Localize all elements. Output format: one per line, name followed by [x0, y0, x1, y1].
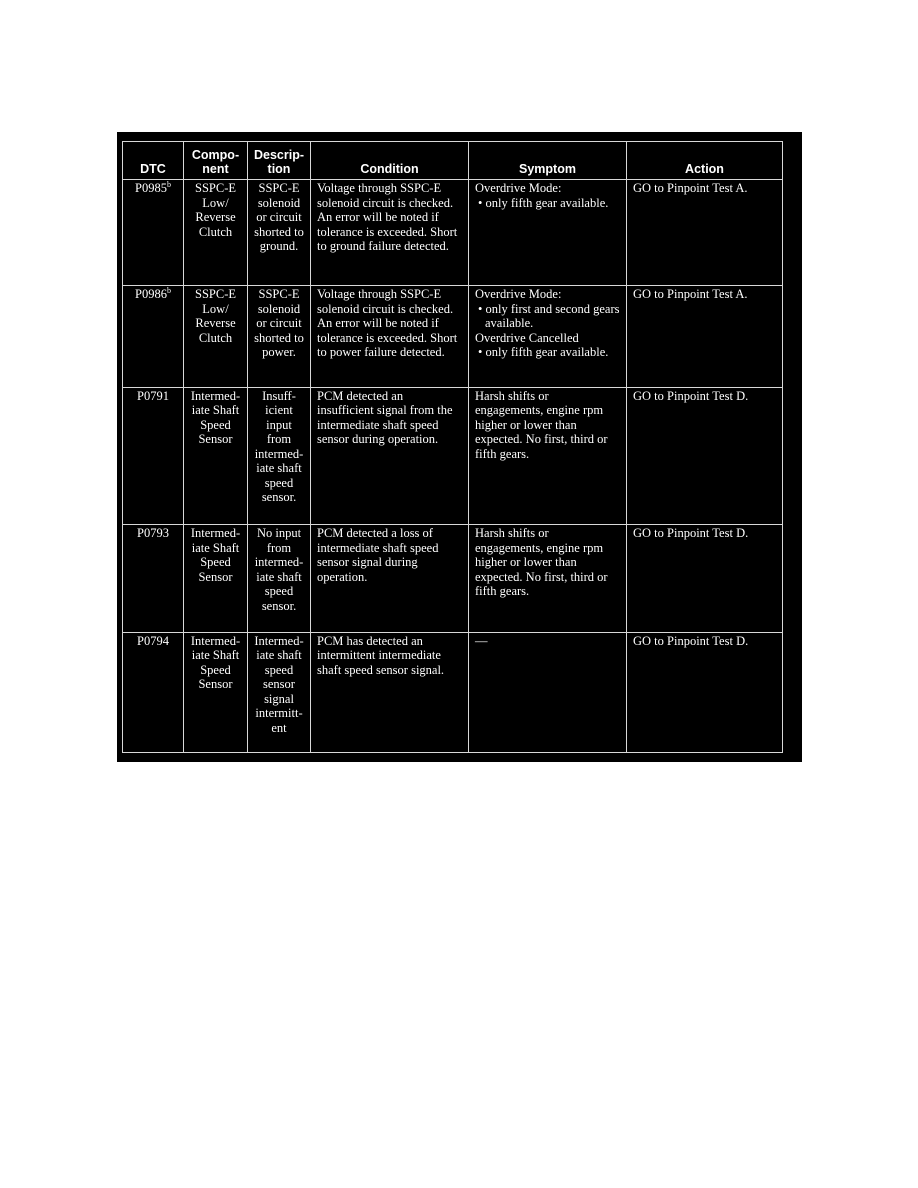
component-cell: SSPC-E Low/ Reverse Clutch — [184, 180, 248, 286]
table-row — [123, 286, 783, 387]
component-cell: Intermed- iate Shaft Speed Sensor — [184, 632, 248, 752]
dtc-code: P0794 — [137, 633, 169, 648]
component-cell: SSPC-E Low/ Reverse Clutch — [184, 286, 248, 387]
action-cell: GO to Pinpoint Test D. — [627, 632, 783, 752]
dtc-code: P0985 — [135, 181, 167, 195]
table-header-row — [123, 142, 783, 180]
symptom-cell — [469, 286, 627, 387]
header-condition: Condition — [311, 142, 469, 180]
condition-cell: Voltage through SSPC-E solenoid circuit is checked. An error will be noted if tolerance is exceeded. Short to power failure detected. — [311, 286, 469, 387]
symptom-line: — — [475, 633, 488, 648]
dtc-code-cell — [123, 632, 184, 752]
header-action: Action — [627, 142, 783, 180]
dtc-code-cell — [123, 525, 184, 632]
dtc-code: P0791 — [137, 388, 169, 403]
dtc-table — [122, 141, 783, 753]
header-symptom: Symptom — [469, 142, 627, 180]
symptom-bullet: • only first and second gears available. — [478, 301, 620, 331]
dtc-code: P0986 — [135, 287, 167, 302]
condition-cell: PCM detected an insufficient signal from the intermediate shaft speed sensor during operation. — [311, 387, 469, 524]
dtc-table-panel — [117, 132, 802, 762]
symptom-line: Overdrive Mode: — [475, 181, 562, 195]
symptom-cell — [469, 632, 627, 752]
header-dtc: DTC — [123, 142, 184, 180]
symptom-bullet: • only fifth gear available. — [478, 195, 609, 210]
symptom-bullet: • only fifth gear available. — [478, 345, 609, 360]
description-cell: SSPC-E solenoid or circuit shorted to ground. — [248, 180, 311, 286]
dtc-code: P0793 — [137, 526, 169, 541]
action-cell: GO to Pinpoint Test D. — [627, 525, 783, 632]
dtc-code-cell — [123, 180, 184, 286]
table-row — [123, 632, 783, 752]
action-cell: GO to Pinpoint Test D. — [627, 387, 783, 524]
header-description-label: Descrip- tion — [254, 148, 305, 176]
dtc-code-cell — [123, 387, 184, 524]
condition-cell: PCM detected a loss of intermediate shaft speed sensor signal during operation. — [311, 525, 469, 632]
dtc-footnote-marker: b — [166, 180, 171, 189]
symptom-line: Harsh shifts or engagements, engine rpm higher or lower than expected. No first, third or fifth gears. — [475, 388, 608, 461]
symptom-line: Overdrive Mode: — [475, 287, 562, 302]
table-row — [123, 180, 783, 286]
dtc-footnote-marker: b — [166, 286, 171, 296]
header-description — [248, 142, 311, 180]
condition-cell: Voltage through SSPC-E solenoid circuit is checked. An error will be noted if tolerance is exceeded. Short to ground failure detected. — [311, 180, 469, 286]
table-row — [123, 387, 783, 524]
symptom-line: Overdrive Cancelled — [475, 330, 579, 345]
description-cell: Insuff- icient input from intermed- iate shaft speed sensor. — [248, 387, 311, 524]
table-row — [123, 525, 783, 632]
description-cell: No input from intermed- iate shaft speed sensor. — [248, 525, 311, 632]
condition-cell: PCM has detected an intermittent intermediate shaft speed sensor signal. — [311, 632, 469, 752]
action-cell: GO to Pinpoint Test A. — [627, 180, 783, 286]
symptom-cell — [469, 387, 627, 524]
symptom-cell — [469, 525, 627, 632]
description-cell: SSPC-E solenoid or circuit shorted to power. — [248, 286, 311, 387]
symptom-line: Harsh shifts or engagements, engine rpm higher or lower than expected. No first, third or fifth gears. — [475, 526, 608, 599]
component-cell: Intermed- iate Shaft Speed Sensor — [184, 387, 248, 524]
dtc-code-cell — [123, 286, 184, 387]
header-component — [184, 142, 248, 180]
description-cell: Intermed- iate shaft speed sensor signal intermitt- ent — [248, 632, 311, 752]
symptom-cell — [469, 180, 627, 286]
component-cell: Intermed- iate Shaft Speed Sensor — [184, 525, 248, 632]
action-cell: GO to Pinpoint Test A. — [627, 286, 783, 387]
header-component-label: Compo- nent — [191, 148, 240, 176]
